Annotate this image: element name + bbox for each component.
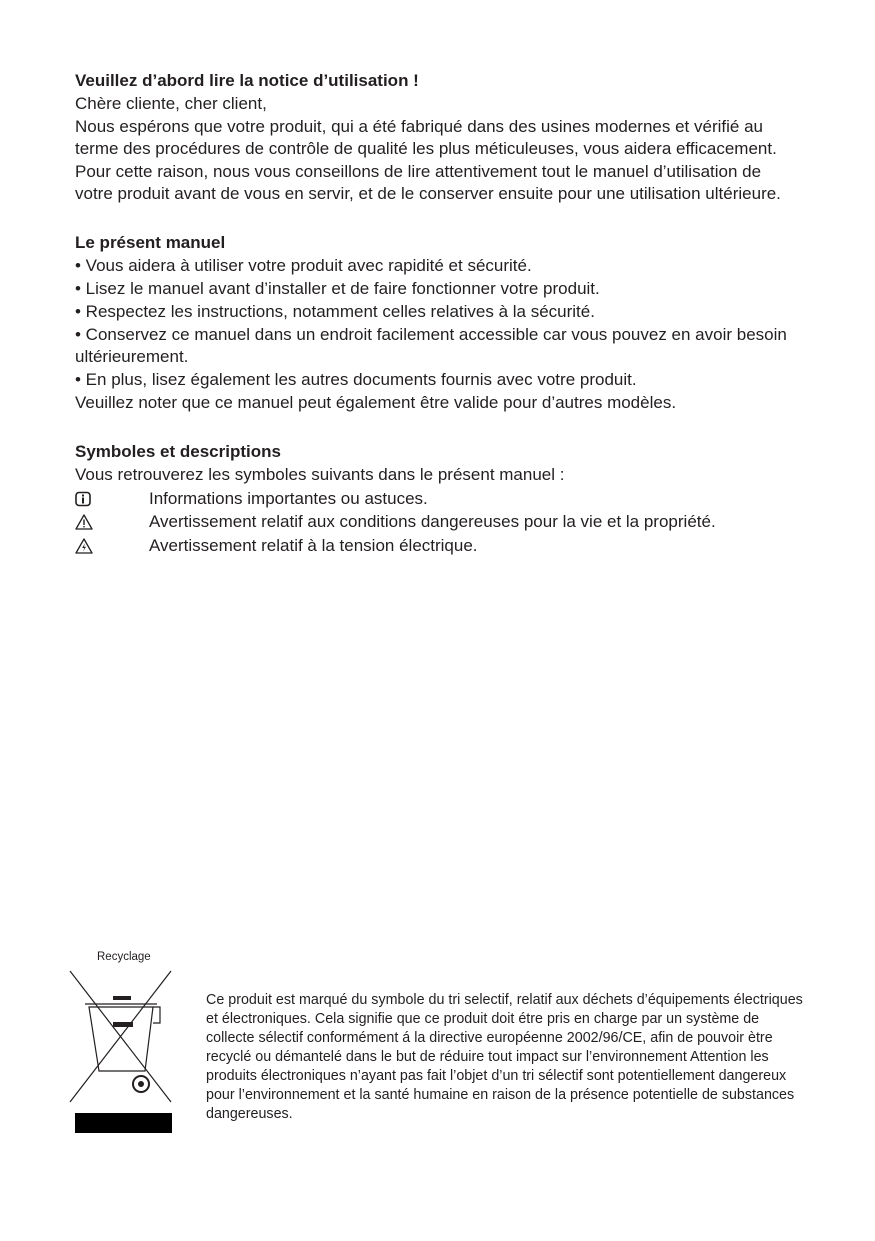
intro-paragraph-2: Pour cette raison, nous vous conseillons de lire attentivement tout le manuel d’utilisation de votre produit avant de vous en servir, et de le conserver ensuite pour une utilisation ultérieure.: [75, 162, 781, 203]
manual-item: • Conservez ce manuel dans un endroit facilement accessible car vous pouvez en avoir besoin ultérieurement.: [75, 325, 787, 366]
warning-triangle-icon: [75, 514, 149, 530]
crossed-out-bin-icon: [65, 967, 177, 1140]
symbols-intro: Vous retrouverez les symboles suivants dans le présent manuel :: [75, 465, 565, 484]
manual-section: [75, 232, 795, 414]
recycling-label: Recyclage: [97, 951, 151, 963]
symbols-title: Symboles et descriptions: [75, 442, 281, 461]
manual-item: • Vous aidera à utiliser votre produit avec rapidité et sécurité.: [75, 256, 532, 275]
manual-item: • Lisez le manuel avant d’installer et de faire fonctionner votre produit.: [75, 279, 600, 298]
greeting: Chère cliente, cher client,: [75, 94, 267, 113]
intro-section: [75, 70, 795, 205]
manual-title: Le présent manuel: [75, 233, 226, 252]
symbol-description: Informations importantes ou astuces.: [149, 488, 428, 508]
intro-paragraph-1: Nous espérons que votre produit, qui a été fabriqué dans des usines modernes et vérifié au terme des procédures de contrôle de qualité les plus méticuleuses, vous aidera efficacement.: [75, 117, 777, 158]
manual-note: Veuillez noter que ce manuel peut également être valide pour d’autres modèles.: [75, 393, 677, 412]
symbol-description: Avertissement relatif aux conditions dangereuses pour la vie et la propriété.: [149, 512, 716, 532]
symbols-section: [75, 441, 795, 558]
symbol-description: Avertissement relatif à la tension électrique.: [149, 535, 478, 555]
manual-item: • Respectez les instructions, notamment celles relatives à la sécurité.: [75, 302, 595, 321]
intro-title: Veuillez d’abord lire la notice d’utilisation !: [75, 71, 419, 90]
info-icon: [75, 491, 149, 507]
manual-item: • En plus, lisez également les autres documents fournis avec votre produit.: [75, 370, 637, 389]
recycling-text: Ce produit est marqué du symbole du tri selectif, relatif aux déchets d’équipements électriques et électroniques. Cela signifie que ce produit doit étre pris en charge par un système de collecte sélectif conformément á la directive européenne 2002/96/CE, afin de pouvoir ètre recyclé ou démantelé dans le but de réduire tout impact sur l’environnement Attention les produits électroniques n’ayant pas fait l’objet d’un tri sélectif sont potentiellement dangereux pour l’environnement et la santé humaine en raison de la présence potentielle de substances dangereuses.: [206, 992, 803, 1122]
manual-page-content: [75, 70, 795, 585]
symbol-row-warning: [75, 511, 795, 535]
symbol-row-info: [75, 487, 795, 511]
electric-warning-icon: [75, 538, 149, 554]
symbol-row-electric: [75, 534, 795, 558]
